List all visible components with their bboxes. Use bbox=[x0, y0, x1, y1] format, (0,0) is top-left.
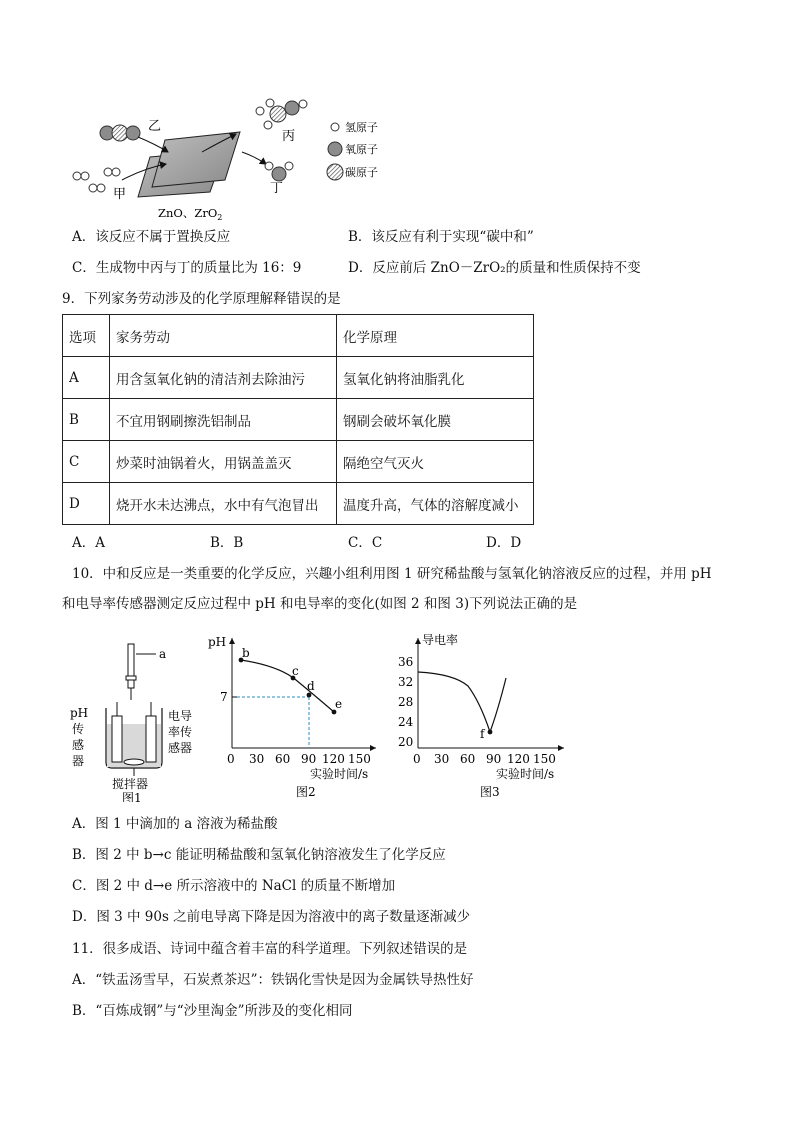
svg-text:e: e bbox=[335, 697, 343, 711]
q11-option-b: B．“百炼成钢”与“沙里淘金”所涉及的变化相同 bbox=[72, 1003, 353, 1019]
table-row: B 不宜用钢刷擦洗铝制品 钢刷会破坏氧化膜 bbox=[63, 399, 534, 441]
label-a: a bbox=[159, 647, 167, 661]
table-row: C 炒菜时油锅着火，用锅盖盖灭 隔绝空气灭火 bbox=[63, 441, 534, 483]
svg-text:c: c bbox=[292, 664, 299, 678]
svg-text:电导: 电导 bbox=[168, 709, 193, 723]
figure3-caption: 图3 bbox=[480, 785, 500, 799]
header-principle: 化学原理 bbox=[337, 315, 534, 357]
figure1-caption: 图1 bbox=[122, 791, 142, 802]
ph-ylabel: pH bbox=[208, 635, 227, 649]
q9-option-a: A．A bbox=[72, 535, 105, 551]
q8-option-b: B．该反应有利于实现“碳中和” bbox=[348, 229, 534, 245]
q10-stem-line2: 和电导率传感器测定反应过程中 pH 和电导率的变化(如图 2 和图 3)下列说法正确的是 bbox=[62, 596, 578, 612]
q10-option-d: D．图 3 中 90s 之前电导离下降是因为溶液中的离子数量逐渐减少 bbox=[72, 909, 471, 925]
svg-text:60: 60 bbox=[460, 752, 476, 766]
carbon-atom-icon bbox=[327, 164, 343, 180]
q9-table bbox=[62, 314, 534, 525]
label-yi: 乙 bbox=[148, 119, 162, 134]
svg-text:氢原子: 氢原子 bbox=[345, 121, 378, 134]
atom-legend bbox=[325, 117, 405, 181]
figure2-caption: 图2 bbox=[296, 785, 316, 799]
table-row: A 用含氢氧化钠的清洁剂去除油污 氢氧化钠将油脂乳化 bbox=[63, 357, 534, 399]
header-chore: 家务劳动 bbox=[110, 315, 337, 357]
q9-option-c: C．C bbox=[348, 535, 383, 551]
svg-text:搅拌器: 搅拌器 bbox=[112, 777, 149, 791]
svg-text:0: 0 bbox=[227, 752, 235, 766]
svg-text:传: 传 bbox=[72, 722, 85, 736]
svg-text:氧原子: 氧原子 bbox=[345, 143, 378, 156]
table-row: D 烧开水未达沸点，水中有气泡冒出 温度升高，气体的溶解度减小 bbox=[63, 483, 534, 525]
hydrogen-atom-icon bbox=[331, 123, 339, 131]
q9-option-b: B．B bbox=[210, 535, 244, 551]
svg-text:0: 0 bbox=[413, 752, 421, 766]
svg-text:pH: pH bbox=[70, 706, 89, 720]
figure1-apparatus bbox=[66, 640, 206, 802]
svg-text:30: 30 bbox=[249, 752, 265, 766]
svg-text:28: 28 bbox=[398, 695, 414, 709]
figure2-ph-chart bbox=[204, 630, 384, 802]
svg-text:60: 60 bbox=[275, 752, 291, 766]
svg-text:30: 30 bbox=[434, 752, 450, 766]
svg-text:150: 150 bbox=[348, 752, 371, 766]
svg-text:36: 36 bbox=[398, 655, 414, 669]
ph-xlabel: 实验时间/s bbox=[310, 767, 369, 781]
svg-text:率传: 率传 bbox=[168, 725, 193, 739]
q8-option-c: C．生成物中丙与丁的质量比为 16：9 bbox=[72, 260, 302, 276]
label-jia: 甲 bbox=[113, 187, 127, 202]
svg-text:碳原子: 碳原子 bbox=[345, 166, 378, 179]
svg-text:24: 24 bbox=[398, 715, 414, 729]
conductivity-ylabel: 导电率 bbox=[422, 633, 459, 647]
catalyst-plate-front bbox=[152, 132, 240, 187]
svg-text:b: b bbox=[242, 646, 250, 660]
svg-text:器: 器 bbox=[72, 754, 85, 768]
oxygen-atom-icon bbox=[328, 142, 342, 156]
ph-ytick-7: 7 bbox=[220, 690, 228, 704]
svg-text:20: 20 bbox=[398, 735, 414, 749]
q10-stem-line1: 10．中和反应是一类重要的化学反应，兴趣小组利用图 1 研究稀盐酸与氢氧化钠溶液反应的过程，并用 pH bbox=[72, 566, 712, 582]
conductivity-xlabel: 实验时间/s bbox=[496, 767, 555, 781]
label-bing: 丙 bbox=[282, 129, 296, 144]
q9-option-d: D．D bbox=[486, 535, 522, 551]
svg-text:f: f bbox=[480, 727, 485, 741]
svg-text:32: 32 bbox=[398, 675, 414, 689]
svg-text:150: 150 bbox=[533, 752, 556, 766]
header-option: 选项 bbox=[63, 315, 110, 357]
q8-option-d: D．反应前后 ZnO－ZrO₂的质量和性质保持不变 bbox=[348, 260, 641, 276]
svg-text:120: 120 bbox=[322, 752, 345, 766]
q11-stem: 11．很多成语、诗词中蕴含着丰富的科学道理。下列叙述错误的是 bbox=[72, 941, 468, 957]
svg-text:120: 120 bbox=[507, 752, 530, 766]
table-header-row bbox=[63, 315, 534, 357]
catalyst-label: ZnO、ZrO$_2$ bbox=[158, 206, 223, 222]
svg-text:90: 90 bbox=[301, 752, 317, 766]
svg-text:感: 感 bbox=[72, 738, 85, 752]
q10-option-c: C．图 2 中 d→e 所示溶液中的 NaCl 的质量不断增加 bbox=[72, 878, 396, 894]
figure3-conductivity-chart bbox=[392, 630, 574, 802]
q9-stem: 9．下列家务劳动涉及的化学原理解释错误的是 bbox=[62, 291, 341, 307]
svg-text:d: d bbox=[307, 679, 315, 693]
label-ding: 丁 bbox=[270, 181, 284, 196]
q10-option-a: A．图 1 中滴加的 a 溶液为稀盐酸 bbox=[72, 816, 278, 832]
q10-option-b: B．图 2 中 b→c 能证明稀盐酸和氢氧化钠溶液发生了化学反应 bbox=[72, 847, 446, 863]
q11-option-a: A．“铁盂汤雪早，石炭煮茶迟”：铁锅化雪快是因为金属铁导热性好 bbox=[72, 972, 474, 988]
svg-text:感器: 感器 bbox=[168, 741, 193, 755]
q8-option-a: A．该反应不属于置换反应 bbox=[72, 229, 231, 245]
svg-text:90: 90 bbox=[486, 752, 502, 766]
